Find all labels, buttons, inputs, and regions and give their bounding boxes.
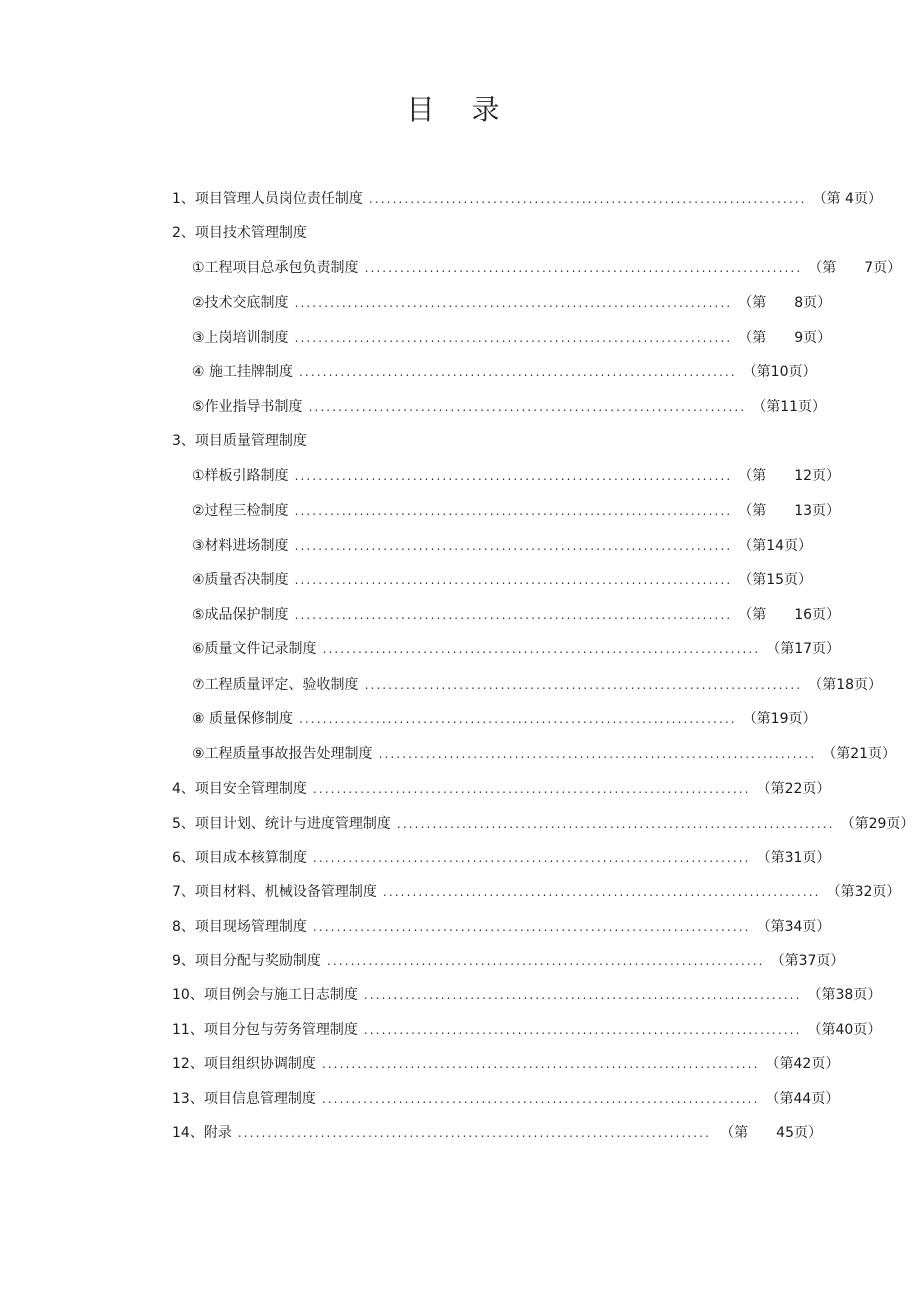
toc-entry-label: 2、项目技术管理制度 bbox=[172, 225, 307, 241]
toc-entry-label: ⑤成品保护制度 bbox=[192, 607, 289, 623]
toc-entry-page: （第 8页） bbox=[738, 295, 832, 311]
toc-leader-dots: .......................................................................... bbox=[364, 678, 803, 692]
toc-leader-dots: .......................................................................... bbox=[294, 469, 733, 483]
toc-entry-page: （第18页） bbox=[808, 677, 883, 693]
toc-entry-label: ⑧ 质量保修制度 bbox=[192, 711, 294, 727]
toc-entry bbox=[172, 1053, 840, 1075]
toc-entry-label: 9、项目分配与奖励制度 bbox=[172, 953, 321, 969]
toc-entry-page: （第37页） bbox=[770, 953, 845, 969]
toc-entry bbox=[192, 569, 813, 591]
toc-entry-page: （第 9页） bbox=[738, 330, 832, 346]
toc-leader-dots: .......................................................................... bbox=[312, 782, 751, 796]
toc-entry-label: ②过程三检制度 bbox=[192, 503, 289, 519]
toc-entry bbox=[172, 188, 882, 210]
toc-entry-label: ③上岗培训制度 bbox=[192, 330, 289, 346]
toc-entry-label: ⑤作业指导书制度 bbox=[192, 399, 303, 415]
toc-entry-label: ⑦工程质量评定、验收制度 bbox=[192, 677, 359, 693]
toc-entry bbox=[172, 1122, 822, 1144]
toc-entry-label: 8、项目现场管理制度 bbox=[172, 919, 307, 935]
toc-entry bbox=[172, 430, 472, 452]
toc-leader-dots: .......................................................................... bbox=[321, 1092, 760, 1106]
toc-entry-label: ③材料进场制度 bbox=[192, 538, 289, 554]
toc-leader-dots: .......................................................................... bbox=[382, 885, 821, 899]
toc-entry bbox=[192, 743, 897, 765]
toc-leader-dots: .......................................................................... bbox=[299, 365, 737, 379]
toc-leader-dots: .......................................................................... bbox=[308, 400, 747, 414]
toc-entry-page: （第 13页） bbox=[738, 503, 841, 519]
toc-entry-page: （第14页） bbox=[738, 538, 813, 554]
toc-entry-label: ⑨工程质量事故报告处理制度 bbox=[192, 746, 373, 762]
toc-leader-dots: .......................................................................... bbox=[294, 539, 733, 553]
toc-entry-label: 6、项目成本核算制度 bbox=[172, 850, 307, 866]
toc-entry-page: （第22页） bbox=[756, 781, 831, 797]
toc-leader-dots: ................................................................................ bbox=[237, 1126, 711, 1140]
toc-leader-dots: .......................................................................... bbox=[312, 920, 751, 934]
toc-entry bbox=[172, 847, 831, 869]
toc-entry bbox=[192, 257, 902, 279]
toc-entry-page: （第29页） bbox=[840, 816, 915, 832]
toc-entry bbox=[172, 950, 845, 972]
toc-entry bbox=[192, 535, 813, 557]
toc-leader-dots: .......................................................................... bbox=[321, 1057, 760, 1071]
toc-entry bbox=[192, 292, 832, 314]
toc-entry bbox=[172, 778, 831, 800]
toc-leader-dots: .......................................................................... bbox=[322, 642, 761, 656]
toc-entry-label: ④质量否决制度 bbox=[192, 572, 289, 588]
toc-entry-label: ④ 施工挂牌制度 bbox=[192, 364, 294, 380]
toc-entry-label: ①工程项目总承包负责制度 bbox=[192, 260, 359, 276]
toc-entry-page: （第32页） bbox=[826, 884, 901, 900]
toc-leader-dots: .......................................................................... bbox=[363, 1023, 802, 1037]
toc-leader-dots: .......................................................................... bbox=[299, 712, 737, 726]
toc-entry-page: （第 7页） bbox=[808, 260, 902, 276]
toc-entry bbox=[192, 674, 883, 696]
toc-entry bbox=[172, 916, 831, 938]
toc-entry bbox=[172, 813, 915, 835]
toc-entry-page: （第38页） bbox=[807, 987, 882, 1003]
toc-entry-page: （第 12页） bbox=[738, 468, 841, 484]
toc-entry-label: ①样板引路制度 bbox=[192, 468, 289, 484]
toc-entry-label: 1、项目管理人员岗位责任制度 bbox=[172, 191, 363, 207]
page-title: 目 录 bbox=[406, 93, 514, 126]
toc-entry bbox=[192, 465, 841, 487]
toc-entry bbox=[192, 500, 841, 522]
toc-entry-page: （第 45页） bbox=[720, 1125, 822, 1141]
toc-entry-label: 4、项目安全管理制度 bbox=[172, 781, 307, 797]
toc-entry bbox=[172, 222, 472, 244]
toc-entry bbox=[172, 984, 882, 1006]
toc-leader-dots: .......................................................................... bbox=[294, 331, 733, 345]
toc-entry-label: 12、项目组织协调制度 bbox=[172, 1056, 316, 1072]
toc-leader-dots: .......................................................................... bbox=[364, 261, 803, 275]
toc-entry bbox=[192, 604, 841, 626]
toc-entry-label: 11、项目分包与劳务管理制度 bbox=[172, 1022, 358, 1038]
toc-leader-dots: .......................................................................... bbox=[294, 296, 733, 310]
toc-entry bbox=[192, 327, 832, 349]
toc-entry bbox=[172, 1019, 882, 1041]
toc-entry-page: （第21页） bbox=[822, 746, 897, 762]
toc-entry-label: 5、项目计划、统计与进度管理制度 bbox=[172, 816, 391, 832]
toc-leader-dots: .......................................................................... bbox=[363, 988, 802, 1002]
toc-entry-page: （第40页） bbox=[807, 1022, 882, 1038]
toc-entry bbox=[192, 638, 841, 660]
toc-entry-page: （第17页） bbox=[766, 641, 841, 657]
toc-entry bbox=[192, 396, 827, 418]
toc-entry-page: （第42页） bbox=[765, 1056, 840, 1072]
toc-entry-label: 10、项目例会与施工日志制度 bbox=[172, 987, 358, 1003]
toc-entry-label: 7、项目材料、机械设备管理制度 bbox=[172, 884, 377, 900]
toc-entry bbox=[172, 1088, 840, 1110]
toc-leader-dots: .......................................................................... bbox=[326, 954, 765, 968]
toc-leader-dots: .......................................................................... bbox=[378, 747, 817, 761]
toc-entry bbox=[192, 708, 817, 730]
toc-entry-label: 3、项目质量管理制度 bbox=[172, 433, 307, 449]
toc-entry-label: ②技术交底制度 bbox=[192, 295, 289, 311]
toc-leader-dots: .......................................................................... bbox=[396, 817, 835, 831]
toc-entry-page: （第34页） bbox=[756, 919, 831, 935]
toc-entry-label: ⑥质量文件记录制度 bbox=[192, 641, 317, 657]
toc-entry-page: （第44页） bbox=[765, 1091, 840, 1107]
toc-leader-dots: .......................................................................... bbox=[294, 504, 733, 518]
toc-leader-dots: .......................................................................... bbox=[368, 192, 807, 206]
toc-entry-page: （第31页） bbox=[756, 850, 831, 866]
toc-entry-label: 13、项目信息管理制度 bbox=[172, 1091, 316, 1107]
toc-leader-dots: .......................................................................... bbox=[294, 608, 733, 622]
toc-entry-page: （第19页） bbox=[742, 711, 817, 727]
toc-leader-dots: .......................................................................... bbox=[294, 573, 733, 587]
toc-leader-dots: .......................................................................... bbox=[312, 851, 751, 865]
toc-entry-page: （第 16页） bbox=[738, 607, 841, 623]
toc-entry-page: （第11页） bbox=[752, 399, 827, 415]
toc-entry bbox=[192, 361, 817, 383]
toc-entry-label: 14、附录 bbox=[172, 1125, 232, 1141]
toc-entry-page: （第15页） bbox=[738, 572, 813, 588]
toc-entry-page: （第10页） bbox=[742, 364, 817, 380]
toc-entry bbox=[172, 881, 901, 903]
toc-entry-page: （第 4页） bbox=[812, 191, 882, 207]
